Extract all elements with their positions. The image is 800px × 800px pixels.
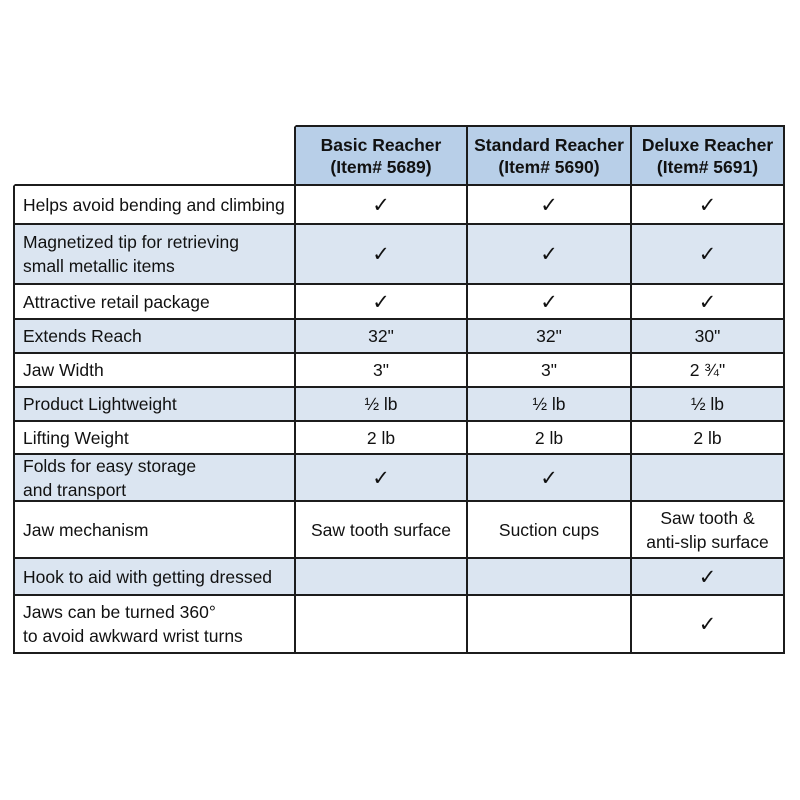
checkmark-icon: ✓ (632, 186, 785, 225)
table-cell-standard (468, 596, 632, 654)
table-corner (13, 125, 296, 186)
table-cell-basic: ½ lb (296, 388, 468, 422)
row-feature-label: Lifting Weight (15, 422, 296, 455)
row-feature-label: Jaw Width (15, 354, 296, 388)
table-cell-standard: 32" (468, 320, 632, 354)
checkmark-icon: ✓ (296, 225, 468, 285)
table-cell-basic: 2 lb (296, 422, 468, 455)
comparison-table (13, 125, 785, 654)
table-cell-deluxe (632, 455, 785, 502)
header-deluxe-reacher: Deluxe Reacher (Item# 5691) (632, 127, 785, 186)
checkmark-icon: ✓ (296, 285, 468, 320)
checkmark-icon: ✓ (632, 596, 785, 654)
table-cell-deluxe: 2 lb (632, 422, 785, 455)
checkmark-icon: ✓ (468, 285, 632, 320)
checkmark-icon: ✓ (632, 559, 785, 596)
table-cell-basic: 32" (296, 320, 468, 354)
table-cell-deluxe: Saw tooth & anti-slip surface (632, 502, 785, 559)
header-basic-reacher: Basic Reacher (Item# 5689) (296, 127, 468, 186)
row-feature-label: Jaw mechanism (15, 502, 296, 559)
table-cell-basic (296, 596, 468, 654)
checkmark-icon: ✓ (468, 455, 632, 502)
table-cell-standard: 3" (468, 354, 632, 388)
row-feature-label: Extends Reach (15, 320, 296, 354)
checkmark-icon: ✓ (468, 225, 632, 285)
table-cell-deluxe: 2 ¾" (632, 354, 785, 388)
table-cell-standard: ½ lb (468, 388, 632, 422)
row-feature-label: Hook to aid with getting dressed (15, 559, 296, 596)
checkmark-icon: ✓ (468, 186, 632, 225)
table-cell-standard: 2 lb (468, 422, 632, 455)
row-feature-label: Helps avoid bending and climbing (15, 186, 296, 225)
row-feature-label: Attractive retail package (15, 285, 296, 320)
checkmark-icon: ✓ (632, 285, 785, 320)
checkmark-icon: ✓ (632, 225, 785, 285)
table-cell-standard: Suction cups (468, 502, 632, 559)
row-feature-label: Product Lightweight (15, 388, 296, 422)
table-cell-standard (468, 559, 632, 596)
row-feature-label: Jaws can be turned 360° to avoid awkward wrist turns (15, 596, 296, 654)
table-cell-basic: Saw tooth surface (296, 502, 468, 559)
checkmark-icon: ✓ (296, 186, 468, 225)
header-standard-reacher: Standard Reacher (Item# 5690) (468, 127, 632, 186)
table-cell-deluxe: 30" (632, 320, 785, 354)
checkmark-icon: ✓ (296, 455, 468, 502)
table-cell-basic (296, 559, 468, 596)
row-feature-label: Folds for easy storage and transport (15, 455, 296, 502)
row-feature-label: Magnetized tip for retrieving small metallic items (15, 225, 296, 285)
table-cell-deluxe: ½ lb (632, 388, 785, 422)
table-cell-basic: 3" (296, 354, 468, 388)
